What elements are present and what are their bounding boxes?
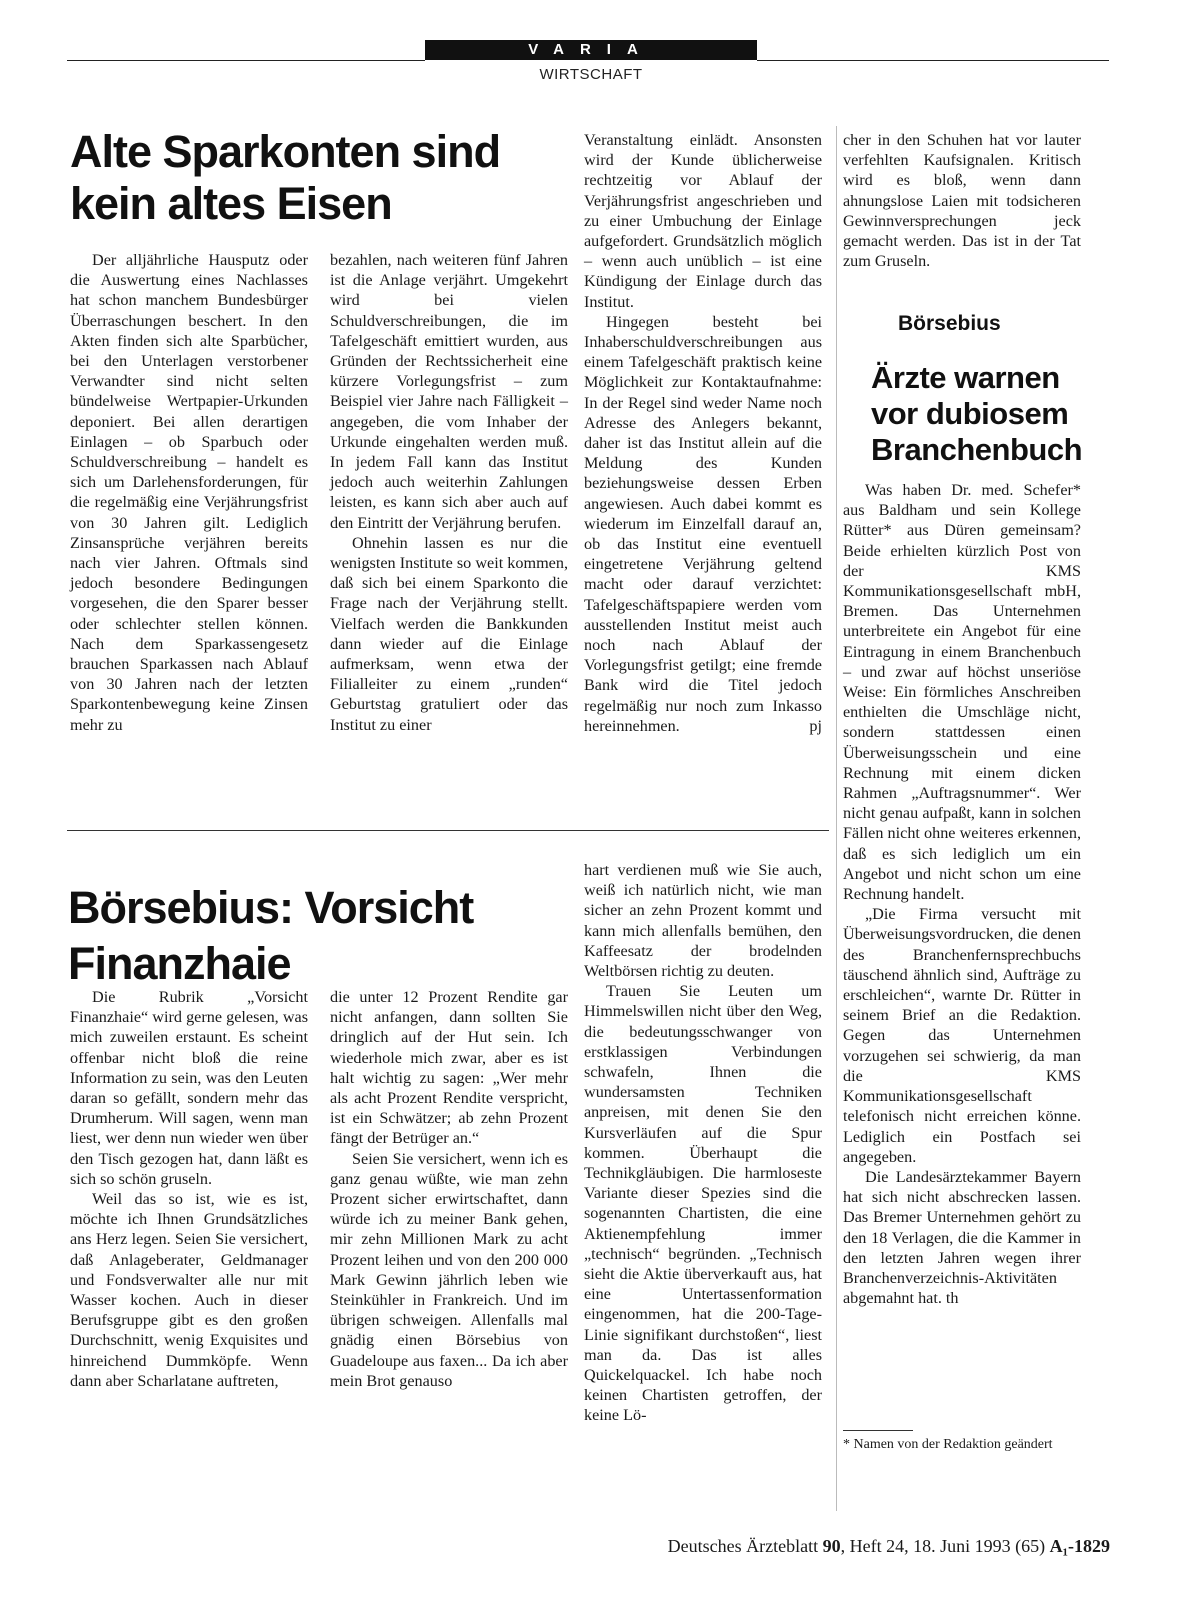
paragraph: Die Rubrik „Vorsicht Finanzhaie“ wird gerne gelesen, was mich zuweilen erstaunt. Es scheint offenbar nicht bloß die reine Information zu sein, was den Leuten daran so gefällt, sondern mehr das Drumherum. Will sagen, wenn man liest, wer denn nun wieder wen über den Tisch gezogen hat, dann läßt es sich so schön gruseln. bbox=[70, 988, 308, 1188]
paragraph: Seien Sie versichert, wenn ich es ganz genau wüßte, wie man zehn Prozent sicher erwirtschaftet, dann würde ich zu meiner Bank gehen, mir zehn Millionen Mark zu acht Prozent leihen und von den 200 000 Mark Gewinn jährlich leben wie Steinkühler in Frankreich. Und im übrigen schweigen. Allenfalls mal gnädig einen Börsebius von Guadeloupe aus faxen... Da ich aber mein Brot genauso bbox=[330, 1149, 568, 1390]
paragraph: bezahlen, nach weiteren fünf Jahren ist die Anlage verjährt. Umgekehrt wird bei vielen Schuldverschreibungen, die im Tafelgeschäft emittiert wurden, aus Gründen der Rechtssicherheit eine kürzere Vorlegungsfrist – zum Beispiel vier Jahre nach Fälligkeit – angegeben, die vom Inhaber der Urkunde eingehalten werden muß. In jedem Fall kann das Institut jedoch auch weiterhin Zahlungen leisten, es kann sich aber auch auf den Eintritt der Verjährung berufen. bbox=[330, 251, 568, 532]
header-rule-right bbox=[757, 60, 1109, 61]
author-byline: Börsebius bbox=[898, 312, 1001, 335]
column-divider bbox=[836, 126, 837, 1511]
header-rule-left bbox=[67, 60, 425, 61]
paragraph: hart verdienen muß wie Sie auch, weiß ich natürlich nicht, wie man sicher an zehn Prozent kommt und kann mich allenfalls bemühen, den Kaffeesatz der brodelnden Weltbörsen richtig zu deuten. bbox=[584, 861, 822, 981]
article-headline-branchenbuch: Ärzte warnen vor dubiosem Branchenbuch bbox=[871, 360, 1083, 467]
paragraph: Ohnehin lassen es nur die wenigsten Institute so weit kommen, daß sich bei einem Sparkonto die Frage nach der Verjährung stellt. Vielfach werden die Bankkunden dann wieder auf die Einlage aufmerksam, wenn etwa der Filialleiter zu einem „runden“ Geburtstag gratuliert oder das Institut zu einer bbox=[330, 533, 568, 734]
article-boersebius-column-4 bbox=[843, 130, 1081, 271]
issue-info: , Heft 24, 18. Juni 1993 (65) bbox=[840, 1536, 1046, 1556]
article-separator-rule bbox=[67, 830, 829, 831]
paragraph: Trauen Sie Leuten um Himmelswillen nicht über den Weg, die bedeutungsschwanger von erstklassigen Verbindungen schwafeln, Ihnen die wundersamsten Techniken anpreisen, mit denen Sie den Kursverläufen auf die Spur kommen. Überhaupt die Technikgläubigen. Die harmloseste Variante dieser Spezies sind die sogenannten Chartisten, die eine Aktienempfehlung immer „technisch“ begründen. „Technisch sieht die Aktie überverkauft aus, hat eine Untertassenformation eingenommen, hat die 200-Tage-Linie signifikant durchstoßen“, liest man da. Das ist alles Quickelquackel. Ich habe noch keinen Chartisten getroffen, der keine Lö- bbox=[584, 982, 822, 1425]
footnote: * Namen von der Redaktion geändert bbox=[843, 1437, 1053, 1452]
journal-name: Deutsches Ärzteblatt bbox=[667, 1536, 819, 1556]
paragraph: die unter 12 Prozent Rendite gar nicht anfangen, dann sollten Sie dringlich auf der Hut sein. Ich wiederhole mich zwar, aber es ist halt wichtig zu sagen: „Wer mehr als acht Prozent Rendite verspricht, ist ein Schwätzer; ab zehn Prozent fängt der Betrüger an.“ bbox=[330, 988, 568, 1148]
paragraph: „Die Firma versucht mit Überweisungsvordrucken, die denen des Branchenfernsprechbuchs täuschend ähnlich sind, Aufträge zu erschleichen“, warnte Dr. Rütter in seinem Brief an die Redaktion. Gegen das Unternehmen vorzugehen sei schwierig, da man die KMS Kommunikationsgesellschaft telefonisch nicht erreichen könne. Lediglich ein Postfach sei angegeben. bbox=[843, 905, 1081, 1166]
paragraph bbox=[584, 312, 822, 736]
article-boersebius-column-2 bbox=[330, 987, 568, 1391]
paragraph: Die Landesärztekammer Bayern hat sich nicht abschrecken lassen. Das Bremer Unternehmen gehört zu den 18 Verlagen, die die Kammer in den letzten Jahren wegen ihrer Branchenverzeichnis-Aktivitäten abgemahnt hat. th bbox=[843, 1167, 1081, 1308]
paragraph-text: Hingegen besteht bei Inhaberschuldverschreibungen aus einem Tafelgeschäft praktisch keine Möglichkeit zur Kontaktaufnahme: In der Regel sind weder Name noch Adresse des Anlegers bekannt, daher ist das Institut allein auf die Meldung des Kunden beziehungsweise dessen Erben angewiesen. Auch dabei kommt es wiederum im Einzelfall darauf an, ob das Institut eine eventuell eingetretene Verjährung geltend macht oder darauf verzichtet: Tafelgeschäftspapiere werden vom ausstellenden Institut meist auch noch nach Ablauf der Vorlegungsfrist getilgt; eine fremde Bank wird die Titel jedoch regelmäßig nur noch zum Inkasso hereinnehmen. bbox=[584, 312, 822, 735]
footnote-rule bbox=[843, 1430, 913, 1431]
paragraph: cher in den Schuhen hat vor lauter verfehlten Kaufsignalen. Kritisch wird es bloß, wenn dann ahnungslose Laien mit todsicheren Gewinnversprechungen jeck gemacht werden. Das ist in der Tat zum Gruseln. bbox=[843, 131, 1081, 271]
author-signature: pj bbox=[809, 716, 822, 735]
article-sparkonten-column-3 bbox=[584, 130, 822, 736]
article-sparkonten-column-2 bbox=[330, 250, 568, 735]
page-number: A₁-1829 bbox=[1049, 1536, 1110, 1556]
subsection-label: WIRTSCHAFT bbox=[539, 66, 643, 83]
paragraph: Veranstaltung einlädt. Ansonsten wird der Kunde üblicherweise rechtzeitig vor Ablauf der Verjährungsfrist angeschrieben und zu einer Umbuchung der Einlage aufgefordert. Grundsätzlich möglich – wenn auch unüblich – ist eine Kündigung der Einlage durch das Institut. bbox=[584, 131, 822, 311]
paragraph: Weil das so ist, wie es ist, möchte ich Ihnen Grundsätzliches ans Herz legen. Seien Sie versichert, daß Anlageberater, Geldmanager und Fondsverwalter alle nur mit Wasser kochen. Auch in dieser Berufsgruppe gibt es den großen Durchschnitt, wenig Exquisites und hinreichend Dummköpfe. Wenn dann aber Scharlatane auftreten, bbox=[70, 1190, 308, 1390]
article-branchenbuch-body bbox=[843, 480, 1081, 1308]
paragraph: Der alljährliche Hausputz oder die Auswertung eines Nachlasses hat schon manchem Bundesbürger Überraschungen beschert. In den Akten finden sich alte Sparbücher, bei den Unterlagen verstorbener Verwandter sind nicht selten bündelweise Wertpapier-Urkunden deponiert. Bei allen derartigen Einlagen – ob Sparbuch oder Schuldverschreibung – handelt es sich um Darlehensforderungen, für die regelmäßig eine Verjährungsfrist von 30 Jahren gilt. Lediglich Zinsansprüche verjähren bereits nach vier Jahren. Oftmals sind jedoch besondere Bedingungen vorgesehen, die den Sparer besser oder schlechter stellen können. Nach dem Sparkassengesetz brauchen Sparkassen nach Ablauf von 30 Jahren nach der letzten Sparkontenbewegung keine Zinsen mehr zu bbox=[70, 251, 308, 734]
paragraph: Was haben Dr. med. Schefer* aus Baldham und sein Kollege Rütter* aus Düren gemeinsam? Beide erhielten kürzlich Post von der KMS Kommunikationsgesellschaft mbH, Bremen. Das Unternehmen unterbreitete ein Angebot für eine Eintragung in einem Branchenbuch – und zwar auf höchst unseriöse Weise: Ein förmliches Anschreiben enthielten die Umschläge nicht, sondern stattdessen einen Überweisungsschein und eine Rechnung mit einem dicken Rahmen „Auftragsnummer“. Wer nicht genau aufpaßt, kann in solchen Fällen nicht ohne weiteres erkennen, daß es sich lediglich um ein Angebot und nicht schon um eine Rechnung handelt. bbox=[843, 481, 1081, 904]
article-headline-sparkonten: Alte Sparkonten sind kein altes Eisen bbox=[70, 126, 501, 229]
article-headline-boersebius: Börsebius: Vorsicht Finanzhaie bbox=[68, 882, 474, 989]
section-label: VARIA bbox=[425, 40, 757, 60]
article-boersebius-column-1 bbox=[70, 987, 308, 1391]
volume-number: 90 bbox=[822, 1536, 841, 1556]
article-boersebius-column-3 bbox=[584, 860, 822, 1426]
page-footer bbox=[580, 1536, 1110, 1557]
article-sparkonten-column-1 bbox=[70, 250, 308, 735]
